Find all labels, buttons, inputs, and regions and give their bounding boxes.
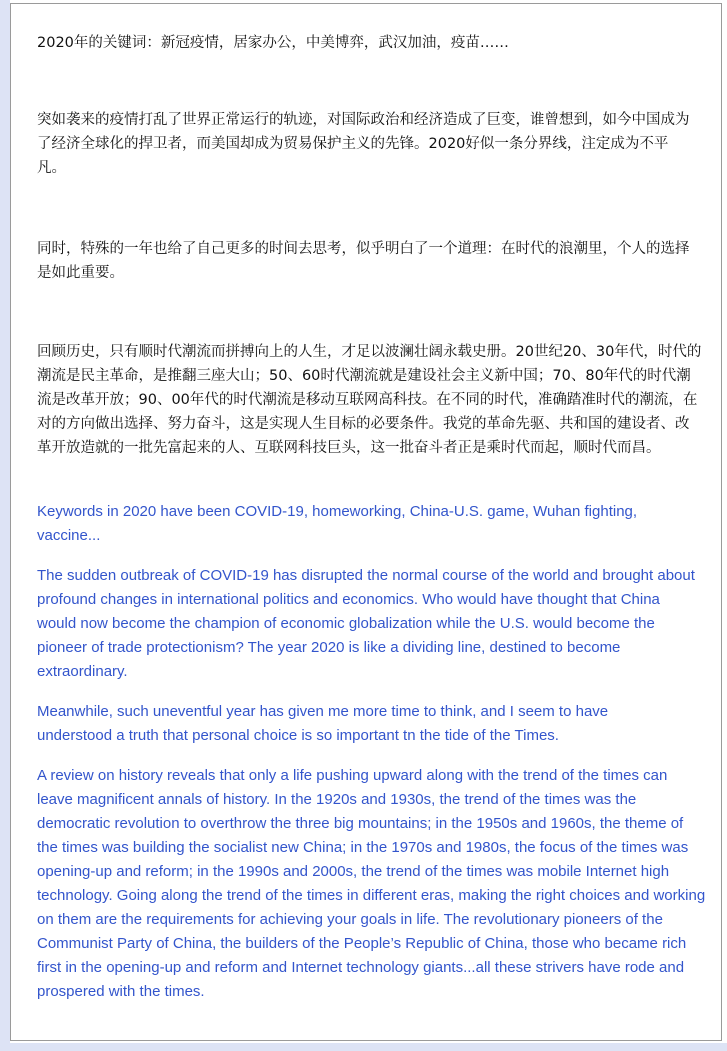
chinese-keywords: 2020年的关键词：新冠疫情，居家办公，中美博弈，武汉加油，疫苗…… (37, 35, 509, 51)
left-margin-bar (0, 0, 10, 1051)
chinese-paragraph-3: 回顾历史，只有顺时代潮流而拼搏向上的人生，才足以波澜壮阔永载史册。20世纪20、30年代，时代的潮流是民主革命，是推翻三座大山；50、60时代潮流就是建设社会主义新中国；70、80年代的时代潮流是改革开放；90、00年代的时代潮流是移动互联网高科技。在不同的时代，准确踏准时代的潮流，在对的方向做出选择、努力奋斗，这是实现人生目标的必要条件。我党的革命先驱、共和国的建设者、改革开放造就的一批先富起来的人、互联网科技巨头，这一批奋斗者正是乘时代而起，顺时代而昌。 (37, 344, 702, 456)
english-paragraph-1: The sudden outbreak of COVID-19 has disrupted the normal course of the world and brought about profound changes in international politics and economics. Who would have thought that China would now become the champion of economic globalization while the U.S. would become the pioneer of trade protectionism? The year 2020 is like a dividing line, destined to become extraordinary. (37, 567, 695, 680)
text-frame (10, 3, 722, 1041)
english-keywords: Keywords in 2020 have been COVID-19, homeworking, China-U.S. game, Wuhan fighting, vaccine... (37, 503, 638, 544)
bottom-margin-bar (0, 1043, 727, 1051)
chinese-paragraph-1: 突如袭来的疫情打乱了世界正常运行的轨迹，对国际政治和经济造成了巨变，谁曾想到，如今中国成为了经济全球化的捍卫者，而美国却成为贸易保护主义的先锋。2020好似一条分界线，注定成为不平凡。 (37, 112, 690, 176)
chinese-paragraph-2: 同时，特殊的一年也给了自己更多的时间去思考，似乎明白了一个道理：在时代的浪潮里，个人的选择是如此重要。 (37, 241, 690, 281)
english-paragraph-3: A review on history reveals that only a life pushing upward along with the trend of the times can leave magnificent annals of history. In the 1920s and 1930s, the trend of the times was the democratic revolution to overthrow the three big mountains; in the 1950s and 1960s, the theme of the times was building the socialist new China; in the 1970s and 1980s, the focus of the times was opening-up and reform; in the 1990s and 2000s, the trend of the times was mobile Internet high technology. Going along the trend of the times in different eras, making the right choices and working on them are the requirements for achieving your goals in life. The revolutionary pioneers of the Communist Party of China, the builders of the People’s Republic of China, those who became rich first in the opening-up and reform and Internet technology giants...all these strivers have rode and prospered with the times. (37, 767, 706, 1000)
english-paragraph-2: Meanwhile, such uneventful year has given me more time to think, and I seem to have understood a truth that personal choice is so important tn the tide of the Times. (37, 703, 609, 744)
